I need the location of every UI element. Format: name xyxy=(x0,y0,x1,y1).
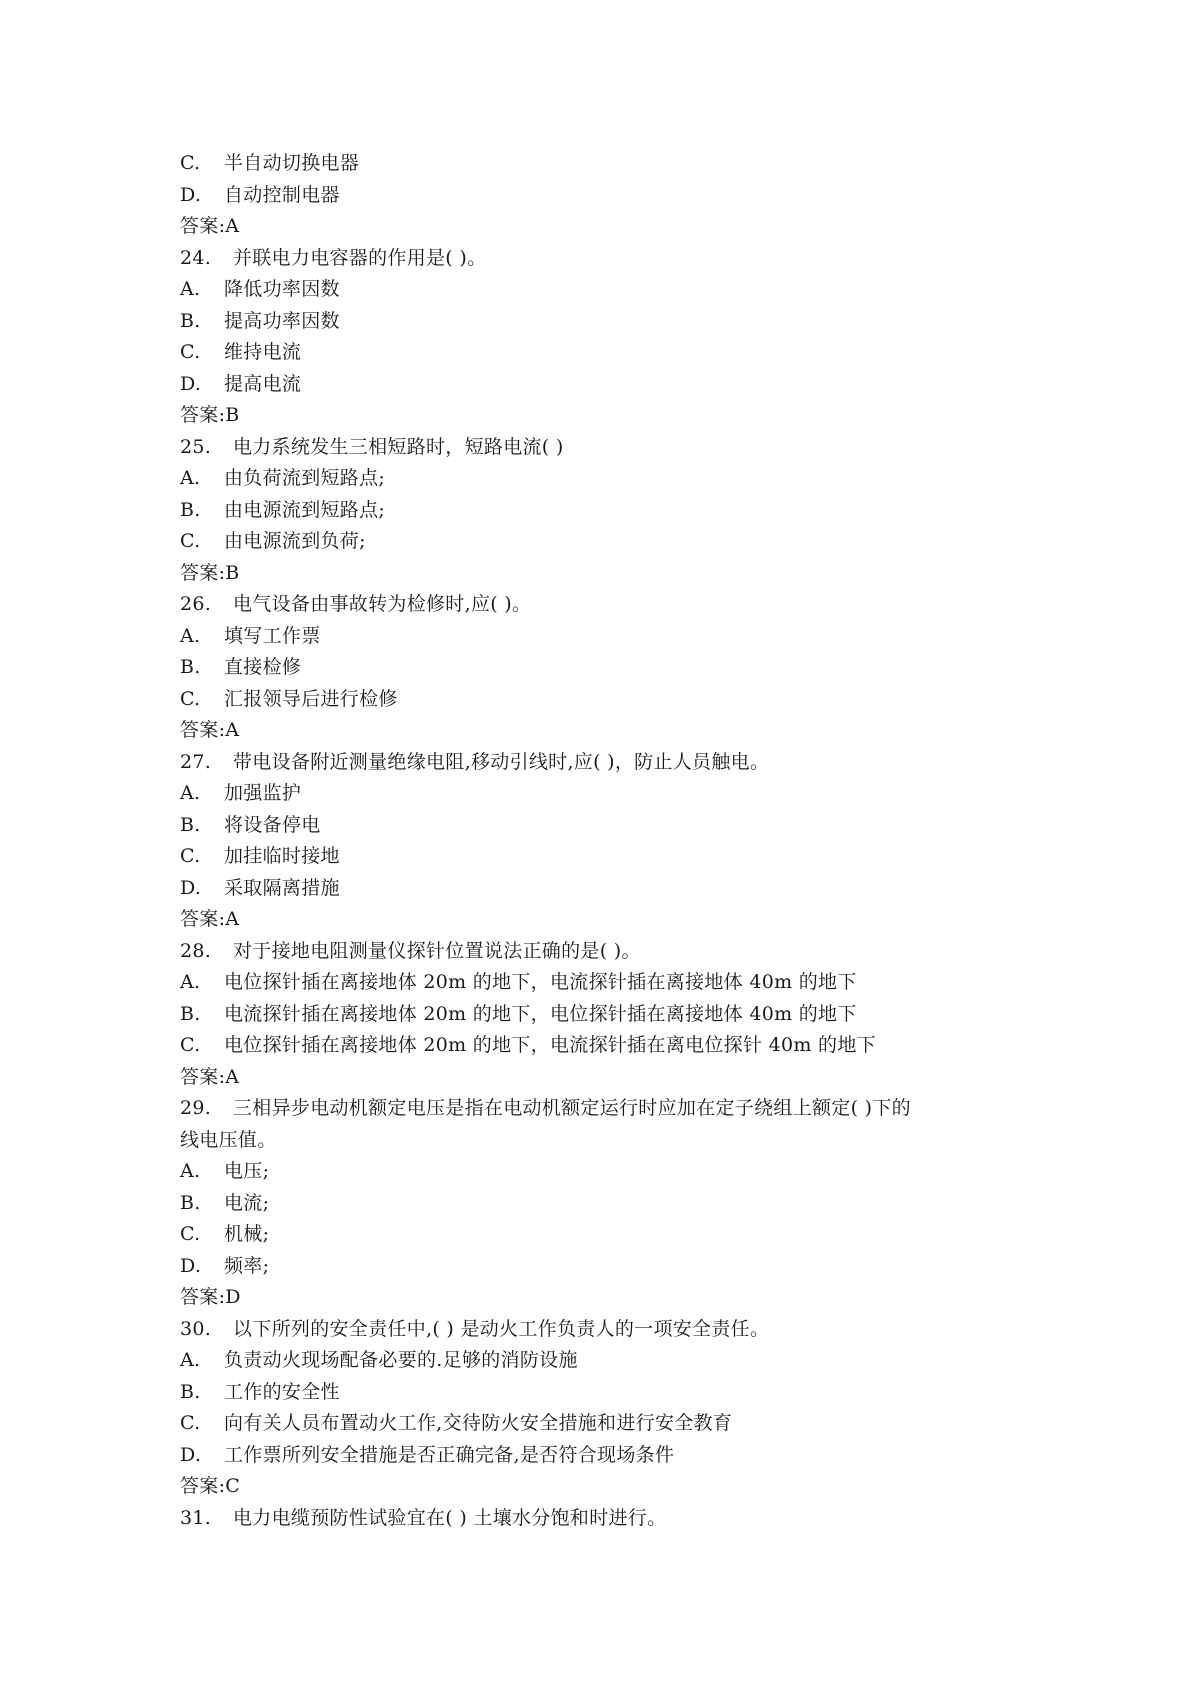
option-label: D. xyxy=(180,183,202,206)
option-text: 半自动切换电器 xyxy=(224,152,360,174)
option-label: C. xyxy=(180,1412,201,1434)
question-line xyxy=(180,432,1060,464)
option-line xyxy=(180,621,1060,653)
question-text: 三相异步电动机额定电压是指在电动机额定运行时应加在定子绕组上额定( )下的 xyxy=(233,1097,911,1119)
question-line xyxy=(180,936,1060,968)
option-text: 自动控制电器 xyxy=(224,183,340,206)
option-line xyxy=(180,1251,1060,1283)
option-line xyxy=(180,999,1060,1031)
option-line xyxy=(180,652,1060,684)
option-line xyxy=(180,495,1060,527)
option-text: 机械; xyxy=(224,1223,270,1245)
option-line xyxy=(180,1377,1060,1409)
question-number: 29. xyxy=(180,1097,212,1119)
option-text: 将设备停电 xyxy=(224,813,321,836)
option-text: 加强监护 xyxy=(224,782,302,804)
question-text: 以下所列的安全责任中,( ) 是动火工作负责人的一项安全责任。 xyxy=(233,1317,770,1340)
answer-line: 答案:A xyxy=(180,908,240,930)
question-continuation: 线电压值。 xyxy=(180,1128,277,1151)
option-label: B. xyxy=(180,656,201,678)
question-number: 27. xyxy=(180,750,212,773)
option-label: C. xyxy=(180,341,201,363)
option-label: B. xyxy=(180,1002,201,1025)
option-label: A. xyxy=(180,971,201,993)
option-label: A. xyxy=(180,467,201,489)
answer-line: 答案:A xyxy=(180,719,240,741)
option-text: 加挂临时接地 xyxy=(224,845,340,867)
option-label: B. xyxy=(180,498,201,521)
question-line xyxy=(180,589,1060,621)
option-text: 由负荷流到短路点; xyxy=(224,467,386,489)
option-line xyxy=(180,463,1060,495)
option-label: D. xyxy=(180,1443,202,1466)
option-text: 工作的安全性 xyxy=(224,1380,340,1403)
question-number: 25. xyxy=(180,435,212,458)
option-label: C. xyxy=(180,845,201,867)
question-number: 24. xyxy=(180,246,212,269)
option-line xyxy=(180,1408,1060,1440)
option-text: 电流; xyxy=(224,1191,270,1214)
option-text: 提高功率因数 xyxy=(224,309,340,332)
option-text: 填写工作票 xyxy=(224,624,321,647)
option-label: A. xyxy=(180,782,201,804)
option-text: 提高电流 xyxy=(224,372,302,395)
option-line xyxy=(180,306,1060,338)
option-label: B. xyxy=(180,1191,201,1214)
option-label: D. xyxy=(180,876,202,899)
answer-line: 答案:D xyxy=(180,1286,241,1308)
option-label: B. xyxy=(180,1380,201,1403)
option-label: A. xyxy=(180,278,201,300)
option-text: 电位探针插在离接地体 20m 的地下，电流探针插在离接地体 40m 的地下 xyxy=(224,971,857,993)
option-line xyxy=(180,1219,1060,1251)
question-line xyxy=(180,747,1060,779)
option-label: D. xyxy=(180,372,202,395)
option-text: 向有关人员布置动火工作,交待防火安全措施和进行安全教育 xyxy=(224,1412,733,1434)
option-line xyxy=(180,684,1060,716)
option-line xyxy=(180,1156,1060,1188)
option-line xyxy=(180,810,1060,842)
option-line xyxy=(180,778,1060,810)
exam-document xyxy=(180,148,1060,1534)
option-line xyxy=(180,841,1060,873)
option-label: C. xyxy=(180,687,201,710)
option-text: 频率; xyxy=(224,1254,270,1277)
answer-line: 答案:B xyxy=(180,561,240,584)
option-line xyxy=(180,526,1060,558)
option-line xyxy=(180,1440,1060,1472)
option-line xyxy=(180,274,1060,306)
option-label: C. xyxy=(180,1223,201,1245)
option-label: D. xyxy=(180,1254,202,1277)
option-line xyxy=(180,337,1060,369)
option-text: 维持电流 xyxy=(224,341,302,363)
option-line xyxy=(180,1030,1060,1062)
question-number: 30. xyxy=(180,1317,212,1340)
option-line xyxy=(180,873,1060,905)
question-line xyxy=(180,1093,1060,1125)
answer-line: 答案:A xyxy=(180,215,240,237)
question-text: 并联电力电容器的作用是( )。 xyxy=(233,246,487,269)
question-text: 电力电缆预防性试验宜在( ) 土壤水分饱和时进行。 xyxy=(233,1506,667,1529)
question-text: 电气设备由事故转为检修时,应( )。 xyxy=(233,593,532,615)
option-text: 工作票所列安全措施是否正确完备,是否符合现场条件 xyxy=(224,1443,675,1466)
question-text: 对于接地电阻测量仪探针位置说法正确的是( )。 xyxy=(233,939,641,962)
option-text: 电压; xyxy=(224,1160,270,1182)
option-label: B. xyxy=(180,309,201,332)
question-line xyxy=(180,1314,1060,1346)
option-line xyxy=(180,1345,1060,1377)
option-line xyxy=(180,1188,1060,1220)
option-text: 由电源流到短路点; xyxy=(224,498,386,521)
question-text: 带电设备附近测量绝缘电阻,移动引线时,应( )，防止人员触电。 xyxy=(233,750,770,773)
option-line xyxy=(180,369,1060,401)
option-text: 采取隔离措施 xyxy=(224,876,340,899)
question-line xyxy=(180,243,1060,275)
option-label: A. xyxy=(180,1160,201,1182)
question-number: 28. xyxy=(180,939,212,962)
question-text: 电力系统发生三相短路时，短路电流( ) xyxy=(233,435,564,458)
option-text: 电流探针插在离接地体 20m 的地下，电位探针插在离接地体 40m 的地下 xyxy=(224,1002,857,1025)
option-label: A. xyxy=(180,624,201,647)
option-line xyxy=(180,180,1060,212)
option-text: 降低功率因数 xyxy=(224,278,340,300)
answer-line: 答案:C xyxy=(180,1475,241,1497)
option-label: C. xyxy=(180,530,201,552)
option-text: 直接检修 xyxy=(224,656,302,678)
option-line xyxy=(180,967,1060,999)
option-text: 汇报领导后进行检修 xyxy=(224,687,398,710)
option-label: C. xyxy=(180,1034,201,1056)
option-text: 负责动火现场配备必要的.足够的消防设施 xyxy=(224,1349,578,1371)
question-line xyxy=(180,1503,1060,1535)
option-label: A. xyxy=(180,1349,201,1371)
option-line xyxy=(180,148,1060,180)
answer-line: 答案:B xyxy=(180,404,240,426)
answer-line: 答案:A xyxy=(180,1065,240,1088)
question-number: 31. xyxy=(180,1506,212,1529)
option-label: B. xyxy=(180,813,201,836)
option-label: C. xyxy=(180,152,201,174)
option-text: 电位探针插在离接地体 20m 的地下，电流探针插在离电位探针 40m 的地下 xyxy=(224,1034,876,1056)
question-number: 26. xyxy=(180,593,212,615)
option-text: 由电源流到负荷; xyxy=(224,530,366,552)
